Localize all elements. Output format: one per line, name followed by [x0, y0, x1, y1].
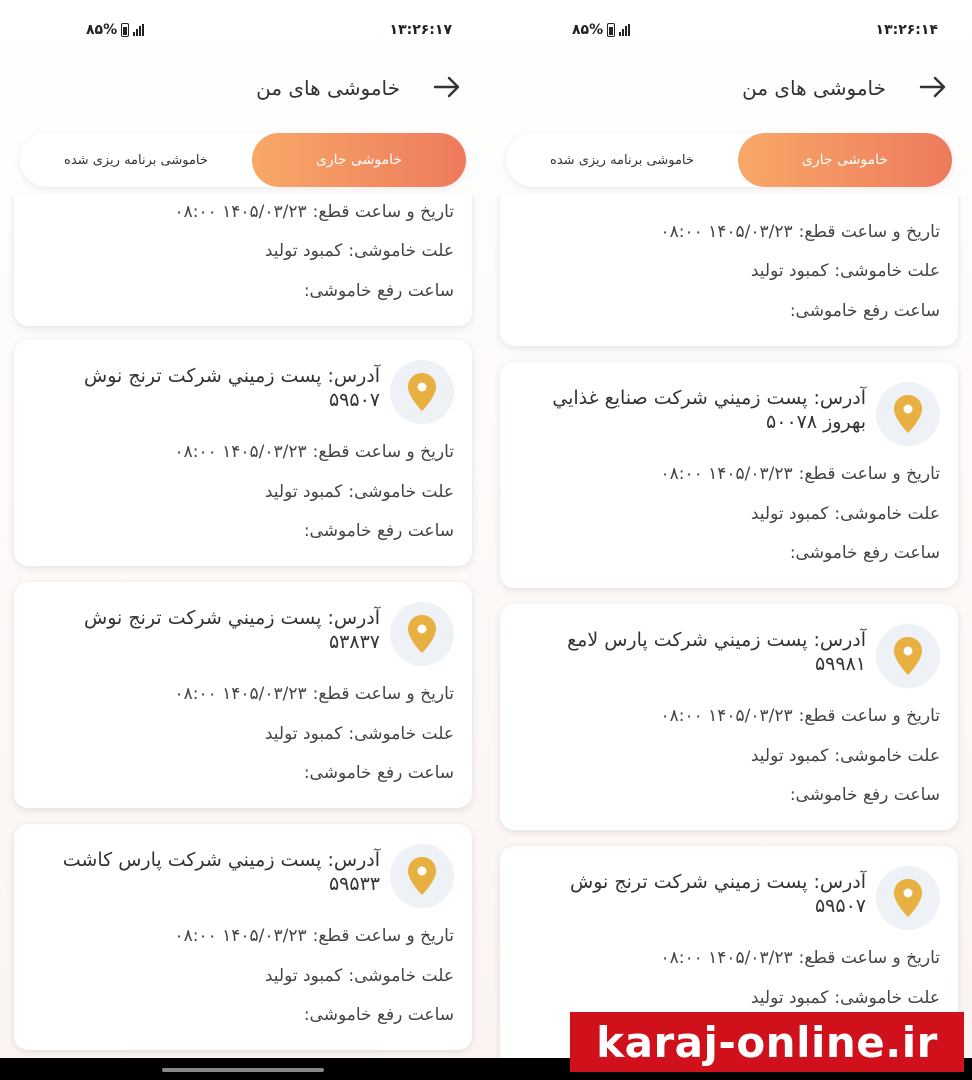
outage-card[interactable]: آدرس: پست زميني شركت ترنج نوش ۵۹۵۰۷ تاریخ و ساعت قطع:۱۴۰۵/۰۳/۲۳ ۰۸:۰۰ علت خاموشی:کمبود تولید ساعت رفع خاموشی: — [14, 340, 472, 566]
outage-card[interactable]: آدرس: پست زميني شركت پارس كاشت ۵۹۵۳۳ تاریخ و ساعت قطع:۱۴۰۵/۰۳/۲۳ ۰۸:۰۰ علت خاموشی:کمبود تولید ساعت رفع خاموشی: — [14, 824, 472, 1050]
app-header — [486, 70, 972, 106]
card-address: آدرس: پست زميني شركت ترنج نوش ۵۹۵۰۷ — [570, 871, 866, 917]
battery-percent: ۸۵% — [86, 22, 118, 38]
location-pin-icon — [893, 878, 923, 918]
card-address: آدرس: پست زميني شركت پارس لامع ۵۹۹۸۱ — [567, 629, 866, 675]
location-pin-icon — [407, 614, 437, 654]
outage-card[interactable]: آدرس: پست زميني شركت ترنج نوش ۵۳۸۳۷ تاریخ و ساعت قطع:۱۴۰۵/۰۳/۲۳ ۰۸:۰۰ علت خاموشی:کمبود تولید ساعت رفع خاموشی: — [14, 582, 472, 808]
arrow-right-icon[interactable] — [432, 72, 462, 102]
tab-current-outage[interactable]: خاموشی جاری — [252, 133, 466, 187]
card-address: آدرس: پست زميني شركت صنايع غذايي بهروز ۵۰۰۷۸ — [552, 387, 866, 433]
location-pin-icon — [893, 636, 923, 676]
status-bar — [0, 20, 486, 44]
watermark: karaj-online.ir — [570, 1012, 964, 1072]
app-header — [0, 70, 486, 106]
battery-icon — [607, 23, 615, 37]
page-title: خاموشی های من — [742, 76, 886, 100]
outage-card[interactable]: تاریخ و ساعت قطع:۱۴۰۵/۰۳/۲۳ ۰۸:۰۰ علت خاموشی:کمبود تولید ساعت رفع خاموشی: — [14, 196, 472, 326]
tab-scheduled-outage[interactable]: خاموشی برنامه ریزی شده — [550, 152, 694, 168]
location-pin-icon — [893, 394, 923, 434]
outage-card[interactable]: آدرس: پست زميني شركت صنايع غذايي بهروز ۵۰۰۷۸ تاریخ و ساعت قطع:۱۴۰۵/۰۳/۲۳ ۰۸:۰۰ علت خاموشی:کمبود تولید ساعت رفع خاموشی: — [500, 362, 958, 588]
battery-icon — [121, 23, 129, 37]
screen-right — [486, 0, 972, 1080]
home-indicator[interactable] — [162, 1068, 324, 1072]
arrow-right-icon[interactable] — [918, 72, 948, 102]
outage-list — [486, 196, 972, 1080]
outage-card[interactable]: آدرس: پست زميني شركت پارس لامع ۵۹۹۸۱ تاریخ و ساعت قطع:۱۴۰۵/۰۳/۲۳ ۰۸:۰۰ علت خاموشی:کمبود تولید ساعت رفع خاموشی: — [500, 604, 958, 830]
tab-current-outage[interactable]: خاموشی جاری — [738, 133, 952, 187]
clock: ۱۳:۲۶:۱۴ — [875, 22, 938, 38]
clock: ۱۳:۲۶:۱۷ — [389, 22, 452, 38]
card-address: آدرس: پست زميني شركت ترنج نوش ۵۹۵۰۷ — [84, 365, 380, 411]
location-pin-icon — [407, 856, 437, 896]
page-title: خاموشی های من — [256, 76, 400, 100]
signal-icon — [619, 24, 630, 36]
outage-list — [0, 196, 486, 1080]
outage-card[interactable]: تاریخ و ساعت قطع:۱۴۰۵/۰۳/۲۳ ۰۸:۰۰ علت خاموشی:کمبود تولید ساعت رفع خاموشی: — [500, 196, 958, 346]
status-bar — [486, 20, 972, 44]
battery-percent: ۸۵% — [572, 22, 604, 38]
signal-icon — [133, 24, 144, 36]
card-address: آدرس: پست زميني شركت ترنج نوش ۵۳۸۳۷ — [84, 607, 380, 653]
tab-bar — [506, 133, 952, 187]
tab-bar — [20, 133, 466, 187]
outage-card[interactable]: آدرس: پست زميني شركت ترنج نوش ۵۹۵۰۷ تاریخ و ساعت قطع:۱۴۰۵/۰۳/۲۳ ۰۸:۰۰ علت خاموشی:کمبود تولید — [500, 846, 958, 1072]
card-address: آدرس: پست زميني شركت پارس كاشت ۵۹۵۳۳ — [62, 849, 380, 895]
tab-scheduled-outage[interactable]: خاموشی برنامه ریزی شده — [64, 152, 208, 168]
location-pin-icon — [407, 372, 437, 412]
